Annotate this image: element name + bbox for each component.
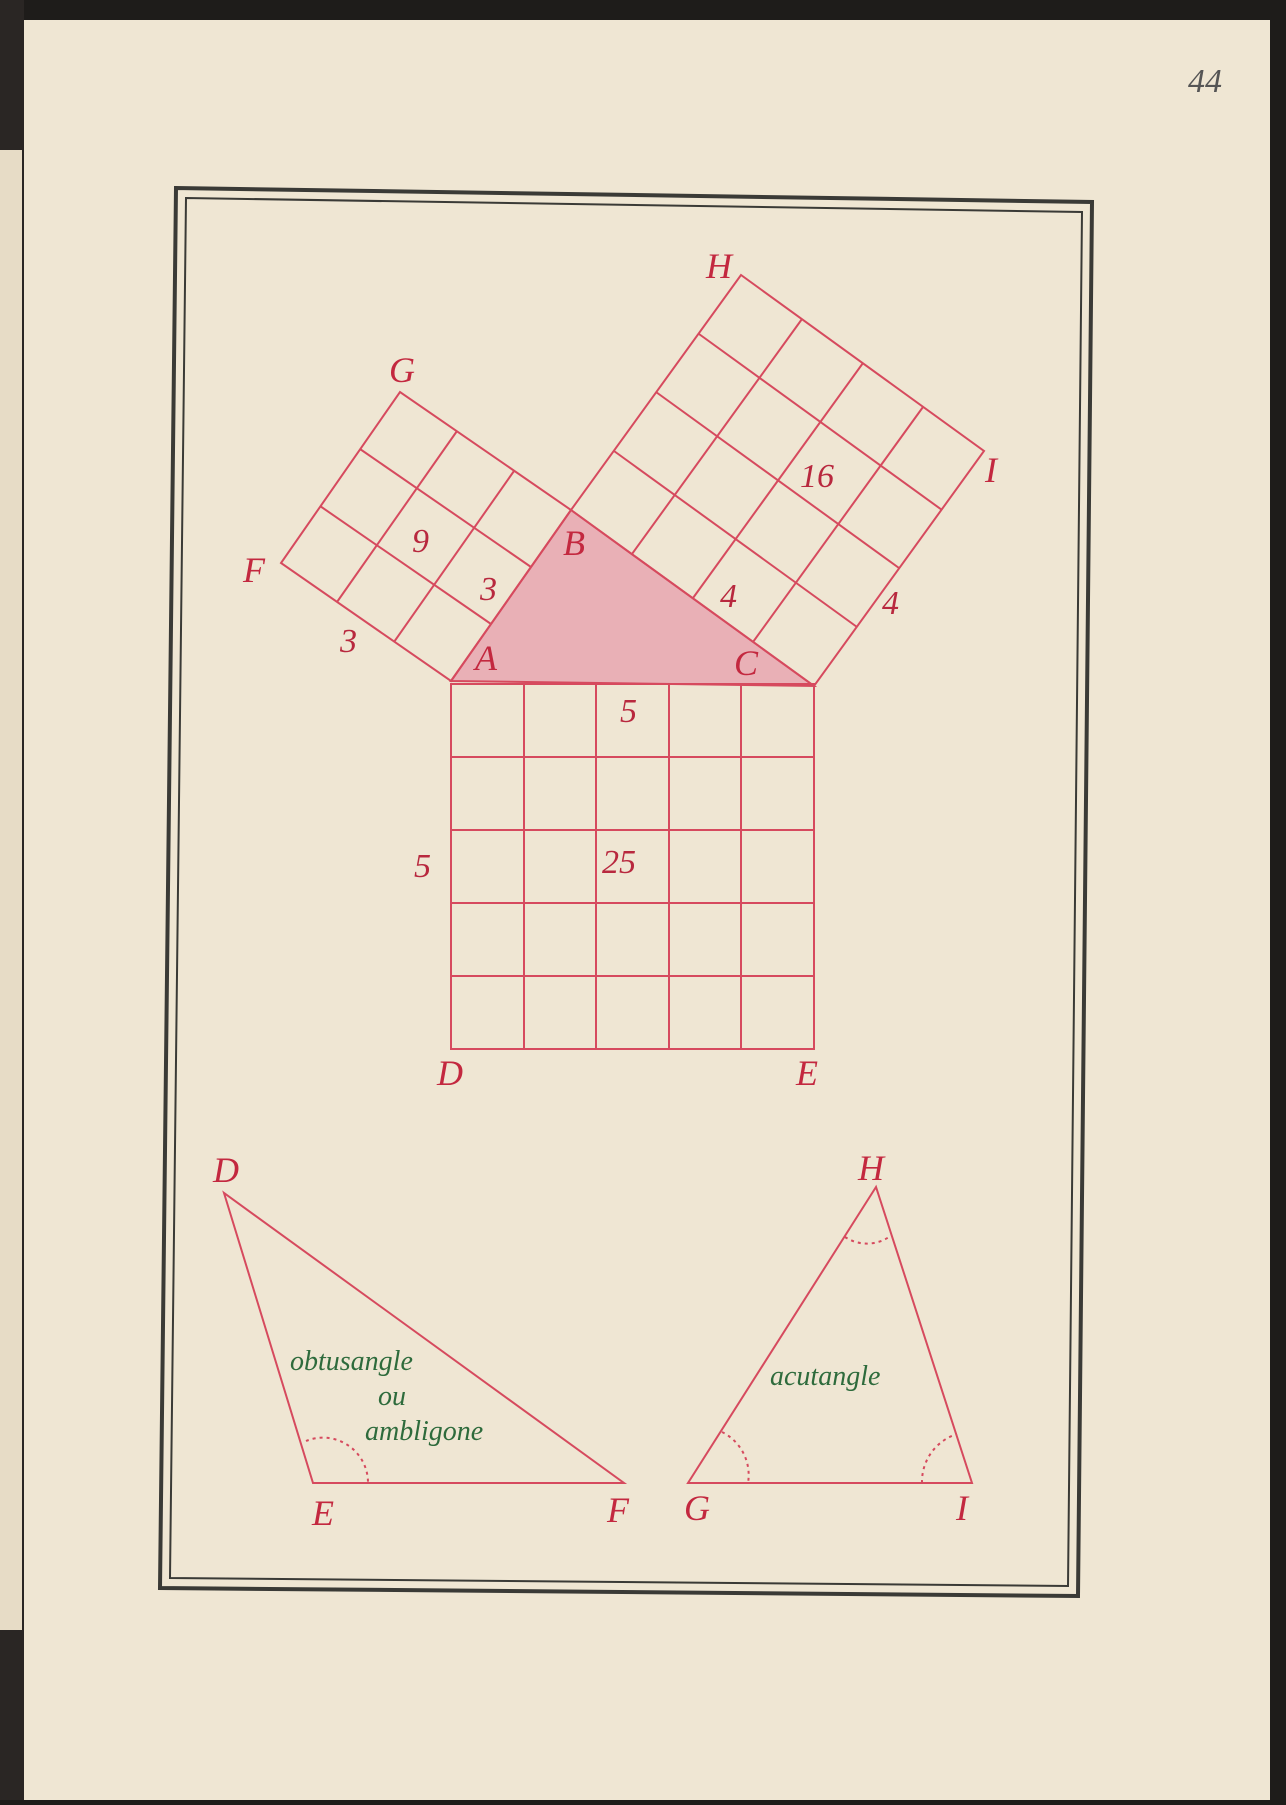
- side-label-ac-left: 5: [414, 848, 431, 885]
- facing-page-strip: [0, 150, 22, 1630]
- point-label-a: A: [475, 638, 497, 678]
- point-label-g: G: [389, 350, 415, 390]
- area-label-9: 9: [412, 523, 429, 560]
- point-label-d-obtuse: D: [213, 1150, 239, 1190]
- point-label-e: E: [796, 1053, 818, 1093]
- point-label-g-acute: G: [684, 1488, 710, 1528]
- page-number: 44: [1188, 63, 1222, 100]
- point-label-i-acute: I: [956, 1488, 968, 1528]
- acute-label: acutangle: [770, 1361, 881, 1392]
- paper-background: [22, 20, 1270, 1800]
- point-label-d: D: [437, 1053, 463, 1093]
- point-label-c: C: [734, 643, 759, 683]
- side-label-ac-top: 5: [620, 693, 637, 730]
- point-label-i: I: [985, 450, 997, 490]
- side-label-bc-outer: 4: [882, 585, 899, 622]
- area-label-16: 16: [800, 458, 834, 495]
- obtuse-label-line1: obtusangle: [290, 1346, 413, 1377]
- obtuse-label-line3: ambligone: [365, 1416, 484, 1447]
- obtuse-label-line2: ou: [378, 1381, 406, 1412]
- point-label-f: F: [243, 550, 265, 590]
- point-label-h-acute: H: [858, 1148, 884, 1188]
- point-label-e-obtuse: E: [312, 1493, 334, 1533]
- side-label-bc-inner: 4: [720, 578, 737, 615]
- point-label-h: H: [706, 246, 732, 286]
- point-label-f-obtuse: F: [607, 1490, 629, 1530]
- point-label-b: B: [563, 523, 585, 563]
- side-label-ab-inner: 3: [480, 571, 497, 608]
- area-label-25: 25: [602, 844, 636, 881]
- side-label-ab-outer: 3: [340, 623, 357, 660]
